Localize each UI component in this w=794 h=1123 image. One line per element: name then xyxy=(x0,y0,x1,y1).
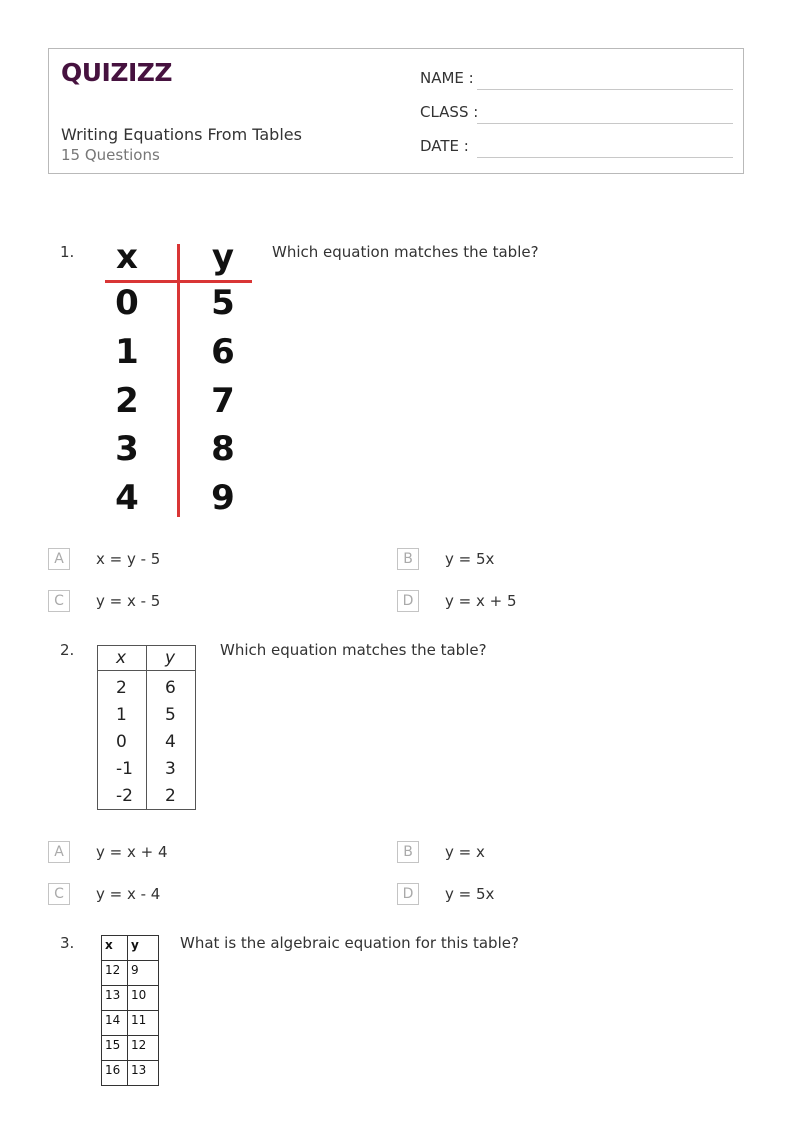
table-cell-y: 3 xyxy=(147,756,196,783)
table-cell-x: 3 xyxy=(115,429,139,469)
option-a-text: x = y - 5 xyxy=(96,550,161,568)
question-2-number: 2. xyxy=(60,641,75,659)
question-1-table xyxy=(105,237,253,518)
table-cell-y: 5 xyxy=(147,702,196,729)
worksheet-title: Writing Equations From Tables xyxy=(61,125,302,144)
option-a-box[interactable]: A xyxy=(48,548,70,570)
table-header-y: y xyxy=(147,646,196,671)
question-1-number: 1. xyxy=(60,243,75,261)
table-cell-y: 9 xyxy=(211,478,235,518)
table-cell-x: 15 xyxy=(102,1036,128,1061)
date-line[interactable] xyxy=(477,157,733,158)
name-label: NAME : xyxy=(420,69,474,87)
table-cell-y: 6 xyxy=(211,332,235,372)
table-cell-y: 6 xyxy=(147,671,196,702)
table-cell-x: 1 xyxy=(98,702,147,729)
worksheet-header xyxy=(48,48,744,174)
question-2-table xyxy=(97,645,196,810)
question-3-table xyxy=(101,935,159,1086)
table-header-x: x xyxy=(116,237,138,277)
option-d-text: y = 5x xyxy=(445,885,495,903)
table-cell-x: 2 xyxy=(115,381,139,421)
table-cell-x: -1 xyxy=(98,756,147,783)
quizizz-logo: QUIZIZZ xyxy=(61,58,173,87)
table-cell-y: 7 xyxy=(211,381,235,421)
name-line[interactable] xyxy=(477,89,733,90)
option-b-text: y = x xyxy=(445,843,485,861)
table-cell-x: 0 xyxy=(115,283,139,323)
question-3-number: 3. xyxy=(60,934,75,952)
table-cell-x: 12 xyxy=(102,961,128,986)
table-divider-vertical xyxy=(177,244,180,517)
class-line[interactable] xyxy=(477,123,733,124)
date-label: DATE : xyxy=(420,137,469,155)
option-d-text: y = x + 5 xyxy=(445,592,517,610)
table-cell-y: 2 xyxy=(147,783,196,810)
option-c-text: y = x - 4 xyxy=(96,885,161,903)
table-cell-y: 12 xyxy=(128,1036,159,1061)
table-cell-x: -2 xyxy=(98,783,147,810)
option-c-text: y = x - 5 xyxy=(96,592,161,610)
option-d-box[interactable]: D xyxy=(397,590,419,612)
table-cell-y: 10 xyxy=(128,986,159,1011)
table-cell-y: 9 xyxy=(128,961,159,986)
table-cell-y: 8 xyxy=(211,429,235,469)
table-cell-x: 2 xyxy=(98,671,147,702)
table-header-y: y xyxy=(128,936,159,961)
table-cell-x: 13 xyxy=(102,986,128,1011)
table-cell-y: 4 xyxy=(147,729,196,756)
option-a-box[interactable]: A xyxy=(48,841,70,863)
table-cell-x: 0 xyxy=(98,729,147,756)
question-2-text: Which equation matches the table? xyxy=(220,641,487,659)
option-d-box[interactable]: D xyxy=(397,883,419,905)
table-cell-x: 4 xyxy=(115,478,139,518)
table-cell-y: 5 xyxy=(211,283,235,323)
table-cell-x: 14 xyxy=(102,1011,128,1036)
table-header-x: x xyxy=(102,936,128,961)
question-1-text: Which equation matches the table? xyxy=(272,243,539,261)
option-b-text: y = 5x xyxy=(445,550,495,568)
table-cell-y: 13 xyxy=(128,1061,159,1086)
table-cell-y: 11 xyxy=(128,1011,159,1036)
option-c-box[interactable]: C xyxy=(48,883,70,905)
option-a-text: y = x + 4 xyxy=(96,843,168,861)
class-label: CLASS : xyxy=(420,103,479,121)
table-header-x: x xyxy=(98,646,147,671)
option-c-box[interactable]: C xyxy=(48,590,70,612)
table-cell-x: 1 xyxy=(115,332,139,372)
table-cell-x: 16 xyxy=(102,1061,128,1086)
question-count: 15 Questions xyxy=(61,146,160,164)
option-b-box[interactable]: B xyxy=(397,548,419,570)
table-header-y: y xyxy=(211,237,235,277)
question-3-text: What is the algebraic equation for this table? xyxy=(180,934,519,952)
option-b-box[interactable]: B xyxy=(397,841,419,863)
